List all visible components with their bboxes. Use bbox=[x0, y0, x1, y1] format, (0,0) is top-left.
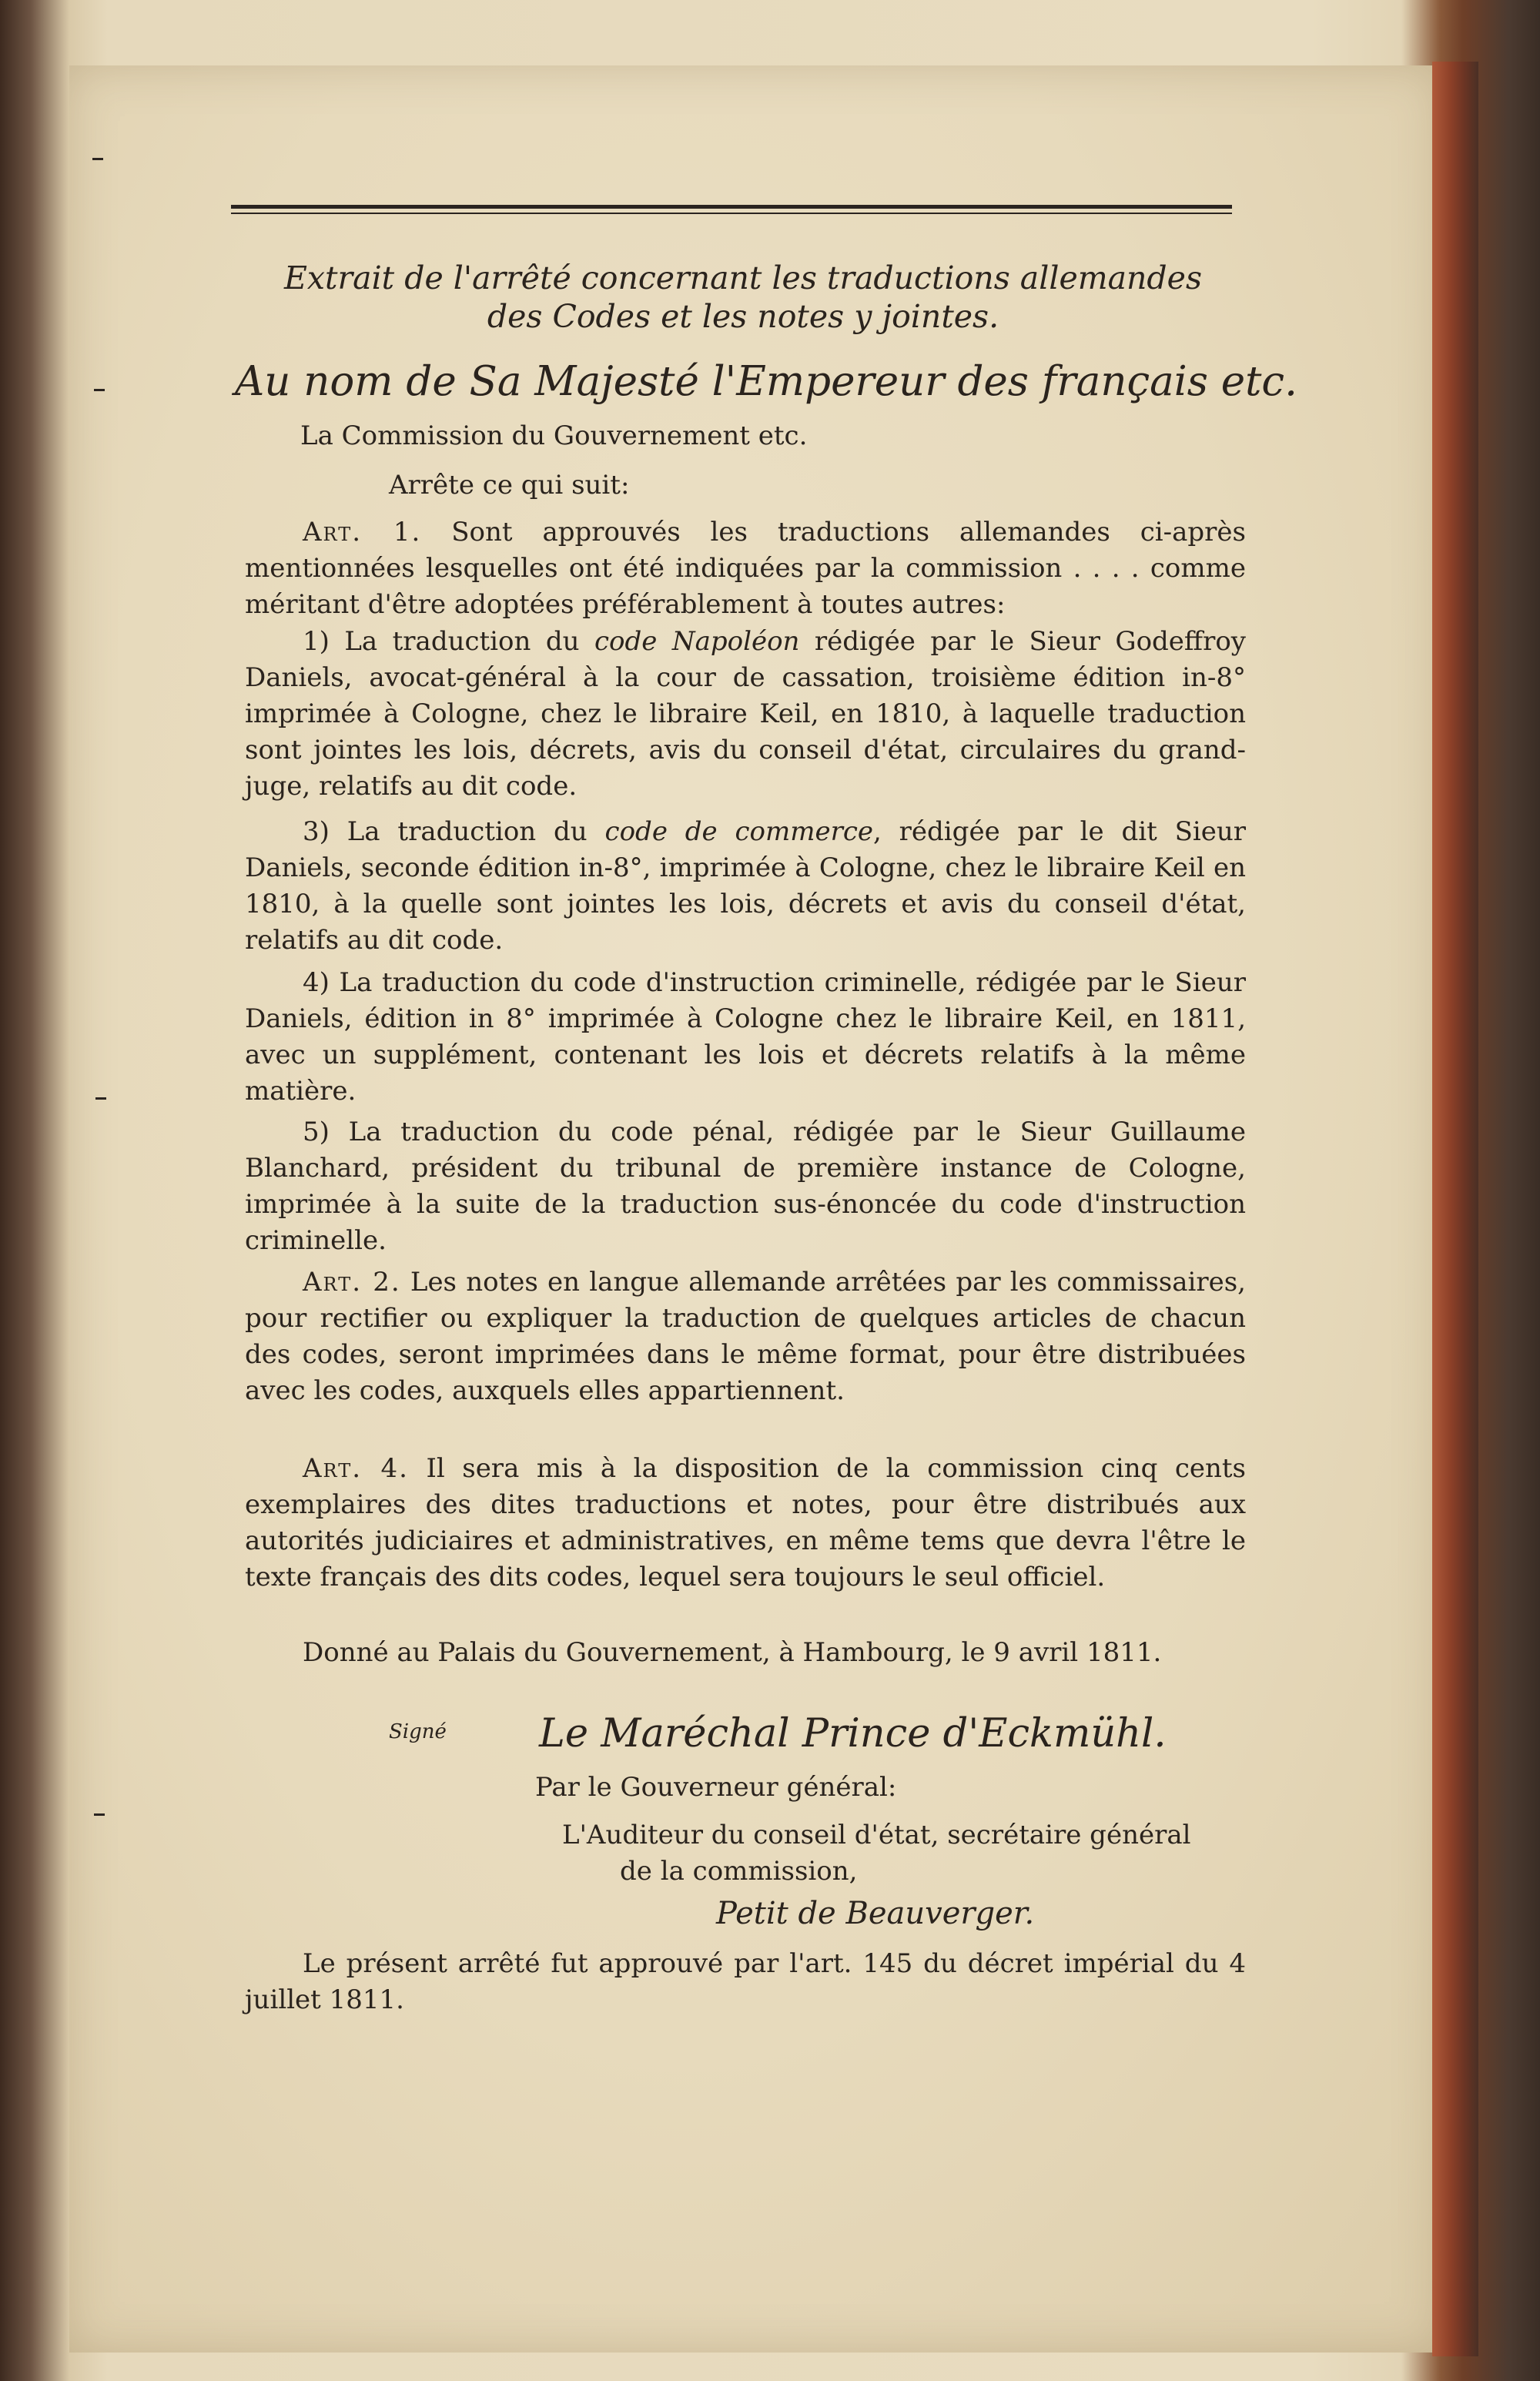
margin-mark bbox=[94, 1813, 105, 1816]
auditeur-line-2: de la commission, bbox=[620, 1856, 858, 1887]
margin-mark bbox=[95, 1097, 106, 1100]
margin-mark bbox=[92, 158, 103, 160]
item-3 bbox=[245, 814, 1246, 959]
margin-mark bbox=[94, 389, 105, 391]
item-3-title: code de commerce bbox=[604, 816, 874, 847]
article-1-text: Sont approuvés les traductions allemandes ci-après mentionnées lesquelles ont été indiquées par la commission . . . . comme méritant d'être adoptées préférablement à toutes autres: bbox=[245, 517, 1247, 620]
article-4-label: Art. 4. bbox=[303, 1453, 409, 1484]
item-5: 5) La traduction du code pénal, rédigée par le Sieur Guillaume Blanchard, président du tribunal de première instance de Cologne, imprimée à la suite de la traduction sus-énoncée du code d'instruction criminelle. bbox=[245, 1117, 1246, 1256]
heading-line-2: des Codes et les notes y jointes. bbox=[487, 298, 999, 335]
article-2 bbox=[245, 1264, 1246, 1409]
article-4 bbox=[245, 1451, 1246, 1596]
given-at: Donné au Palais du Gouvernement, à Hambourg, le 9 avril 1811. bbox=[303, 1637, 1162, 1668]
auditeur-line-1: L'Auditeur du conseil d'état, secrétaire général bbox=[562, 1820, 1191, 1850]
item-4: 4) La traduction du code d'instruction criminelle, rédigée par le Sieur Daniels, édition in 8° imprimée à Cologne chez le libraire Keil, en 1811, avec un supplément, contenant les lois et décrets relatifs à la même matière. bbox=[245, 967, 1246, 1107]
par-line: Par le Gouverneur général: bbox=[535, 1772, 897, 1803]
top-rule-thin bbox=[231, 213, 1232, 214]
item-3-prefix: 3) La traduction du bbox=[303, 816, 588, 847]
book-edge bbox=[1432, 62, 1478, 2356]
article-1 bbox=[245, 514, 1246, 623]
signer-name: Le Maréchal Prince d'Eckmühl. bbox=[539, 1711, 1167, 1756]
item-3-text: , rédigée par le dit Sieur Daniels, seconde édition in-8°, imprimée à Cologne, chez le libraire Keil en 1810, à la quelle sont jointes les lois, décrets et avis du conseil d'état, relatifs au dit code. bbox=[245, 816, 1247, 956]
article-4-text: Il sera mis à la disposition de la commission cinq cents exemplaires des dites traductions et notes, pour être distribués aux autorités judiciaires et administratives, en même tems que devra l'être le texte français des dits codes, lequel sera toujours le seul officiel. bbox=[245, 1453, 1247, 1592]
item-1 bbox=[245, 624, 1246, 805]
arrete-line: Arrête ce qui suit: bbox=[389, 470, 630, 501]
item-1-text: rédigée par le Sieur Godeffroy Daniels, avocat-général à la cour de cassation, troisième édition in-8° imprimée à Cologne, chez le libraire Keil, en 1810, à laquelle traduction sont jointes les lois, décrets, avis du conseil d'état, circulaires du grand-juge, relatifs au dit code. bbox=[245, 626, 1247, 802]
article-1-label: Art. 1. bbox=[303, 517, 422, 548]
article-2-text: Les notes en langue allemande arrêtées par les commissaires, pour rectifier ou expliquer la traduction de quelques articles de chacun des codes, seront imprimées dans le même format, pour être distribuées avec les codes, auxquels elles appartiennent. bbox=[245, 1267, 1246, 1406]
commission-line: La Commission du Gouvernement etc. bbox=[300, 420, 808, 451]
item-1-title: code Napoléon bbox=[594, 626, 800, 657]
petit-signature: Petit de Beauverger. bbox=[716, 1896, 1035, 1931]
article-2-label: Art. 2. bbox=[303, 1267, 401, 1298]
item-1-prefix: 1) La traduction du bbox=[303, 626, 580, 657]
closing-note: Le présent arrêté fut approuvé par l'art. 145 du décret impérial du 4 juillet 1811. bbox=[245, 1948, 1246, 2015]
heading-line-1: Extrait de l'arrêté concernant les traductions allemandes bbox=[284, 260, 1202, 296]
top-rule-thick bbox=[231, 205, 1232, 209]
signe-label: Signé bbox=[389, 1720, 447, 1743]
invocation: Au nom de Sa Majesté l'Empereur des français etc. bbox=[235, 358, 1297, 405]
